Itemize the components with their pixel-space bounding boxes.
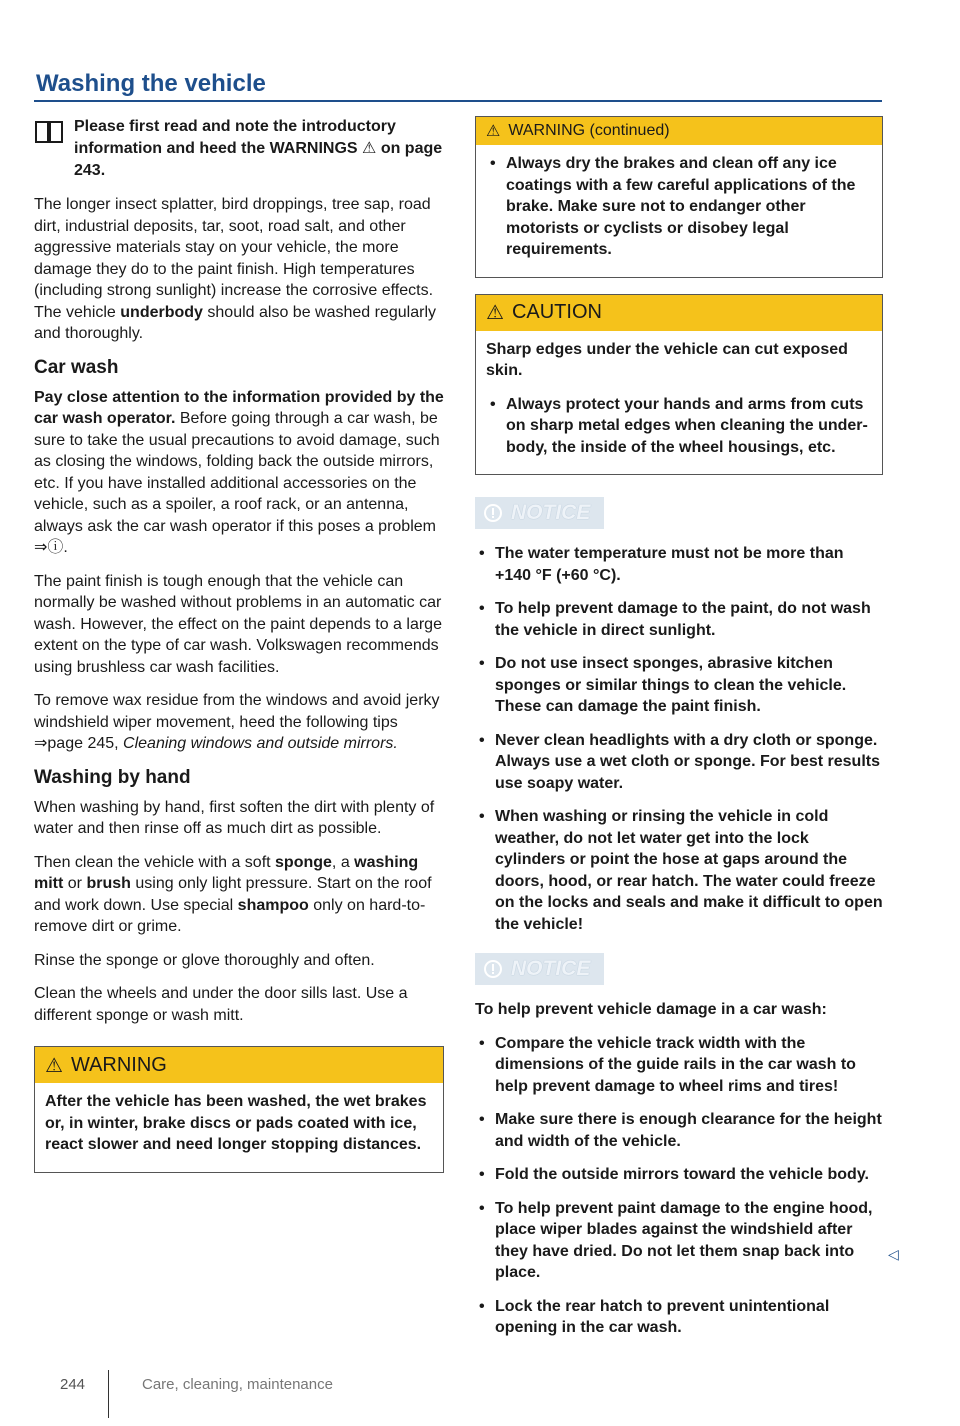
by-hand-brush: brush	[86, 875, 131, 892]
end-of-section-icon: ◁	[888, 1246, 899, 1262]
intro-note	[34, 116, 444, 182]
footer-divider	[108, 1370, 109, 1418]
car-wash-p2: The paint finish is tough enough that the vehicle can normally be washed without problems in an automatic car wash. However, the effect on the paint depends to a large extent on the type of car wash. Volkswagen recommends using brushless car wash facilities.	[34, 572, 442, 676]
warning-triangle-icon: ⚠	[486, 123, 501, 140]
list-item: • When washing or rinsing the vehicle in cold weather, do not let water get into the lock cylinders or point the hose at gaps around the doors, hood, or rear hatch. The water could freeze on the locks and seals and make it difficult to open the vehicle!	[475, 806, 883, 935]
book-icon	[34, 120, 64, 144]
footer-section: Care, cleaning, maintenance	[142, 1376, 333, 1393]
page-number: 244	[60, 1376, 86, 1393]
car-wash-p3-text: To remove wax residue from the windows and avoid jerky windshield wiper movement, heed the following tips ⇒page 245,	[34, 692, 440, 752]
notice-label: NOTICE	[511, 957, 591, 980]
notice-badge	[475, 497, 604, 529]
by-hand-p2-a: Then clean the vehicle with a soft	[34, 853, 271, 871]
notice2-list	[475, 1033, 883, 1339]
by-hand-p4: Clean the wheels and under the door sills last. Use a different sponge or wash mitt.	[34, 985, 408, 1024]
warning-text: After the vehicle has been washed, the wet brakes or, in winter, brake discs or pads coated with ice, react slower and need longer stopping distances.	[45, 1093, 427, 1153]
car-wash-p1	[34, 387, 444, 559]
list-item: • Do not use insect sponges, abrasive kitchen sponges or similar things to clean the vehicle. These can damage the paint finish.	[475, 653, 883, 718]
by-hand-p2-f: only on hard-to-remove dirt or grime.	[34, 896, 426, 935]
intro-paragraph-text: The longer insect splatter, bird droppings, tree sap, road dirt, industrial deposits, tar, soot, road salt, and other aggressive materials stay on your vehicle, the more damage they do to the paint finish. High temperatures (including strong sunlight) increase the corrosive effects. The vehicle	[34, 196, 434, 321]
notice-icon	[483, 959, 503, 979]
notice-label: NOTICE	[511, 501, 591, 524]
list-item: • Make sure there is enough clearance for the height and width of the vehicle.	[475, 1109, 883, 1152]
notice1-list	[475, 543, 883, 935]
warning-body	[35, 1083, 443, 1172]
list-item: • The water temperature must not be more than +140 °F (+60 °C).	[475, 543, 883, 586]
car-wash-p3-link[interactable]: Cleaning windows and outside mirrors.	[123, 735, 398, 752]
list-item: • Never clean headlights with a dry cloth or sponge. Always use a wet cloth or sponge. For best results use soapy water.	[475, 730, 883, 795]
by-hand-p1: When washing by hand, first soften the dirt with plenty of water and then rinse off as much dirt as possible.	[34, 798, 435, 837]
warning-box	[34, 1046, 444, 1173]
intro-text: Please first read and note the introductory information and heed the WARNINGS	[74, 118, 396, 157]
list-item: • Lock the rear hatch to prevent unintentional opening in the car wash.	[475, 1296, 883, 1339]
notice-icon	[483, 503, 503, 523]
notice2-lead: To help prevent vehicle damage in a car wash:	[475, 1001, 827, 1018]
by-hand-p2-c: , a	[331, 853, 350, 871]
warning-triangle-icon: ⚠	[486, 302, 504, 324]
intro-paragraph-bold: underbody	[120, 303, 203, 321]
by-hand-mitt: washing mitt	[34, 853, 419, 892]
car-wash-p1-rest: Before going through a car wash, be sure to take the usual precautions to avoid damage, such as closing the windows, folding back the outside mirrors, etc. If you have installed additional accessories on the vehicle, such as a spoiler, a roof rack, or an antenna, always ask the car wash operator if this poses a problem ⇒ⓘ.	[34, 410, 440, 556]
title-rule	[34, 100, 882, 102]
warning-continued-title: WARNING (continued)	[508, 122, 670, 139]
intro-paragraph	[34, 194, 444, 345]
list-item: • Always dry the brakes and clean off any ice coatings with a few careful applications of the brake. Make sure not to endanger other motorists or cyclists or disobey legal requirements.	[486, 153, 872, 261]
by-hand-p2-d: or	[67, 875, 83, 892]
caution-title: CAUTION	[511, 301, 602, 323]
list-item: • Fold the outside mirrors toward the vehicle body.	[475, 1164, 883, 1186]
warning-continued-box	[475, 116, 883, 278]
car-wash-p3	[34, 690, 444, 755]
car-wash-p1-bold: Pay close attention to the information provided by the car wash operator.	[34, 388, 444, 427]
by-hand-sponge: sponge	[275, 853, 332, 871]
page-title: Washing the vehicle	[36, 70, 266, 97]
list-item: • Compare the vehicle track width with the dimensions of the guide rails in the car wash to help prevent damage to wheel rims and tires!	[475, 1033, 883, 1098]
list-item: • Always protect your hands and arms from cuts on sharp metal edges when cleaning the under-body, the inside of the wheel housings, etc.	[486, 394, 872, 459]
list-item: • To help prevent damage to the paint, do not wash the vehicle in direct sunlight.	[475, 598, 883, 641]
caution-box	[475, 294, 883, 476]
warning-continued-header	[476, 117, 882, 145]
by-hand-p3: Rinse the sponge or glove thoroughly and often.	[34, 951, 375, 969]
by-hand-p2-e: using only light pressure. Start on the roof and work down. Use special	[34, 875, 432, 914]
caution-body	[476, 331, 882, 475]
by-hand-heading: Washing by hand	[34, 766, 191, 788]
intro-paragraph-end: should also be washed regularly and thoroughly.	[34, 303, 436, 342]
warning-triangle-icon: ⚠	[362, 140, 377, 157]
by-hand-p2	[34, 852, 444, 938]
caution-header	[476, 295, 882, 331]
warning-title: WARNING	[70, 1053, 167, 1076]
car-wash-heading: Car wash	[34, 356, 119, 378]
right-column	[475, 116, 883, 1351]
warning-triangle-icon: ⚠	[45, 1054, 63, 1077]
left-column	[34, 116, 444, 1189]
caution-text: Sharp edges under the vehicle can cut exposed skin.	[486, 340, 848, 379]
warning-continued-body	[476, 145, 882, 277]
notice-badge	[475, 953, 604, 985]
intro-page-ref[interactable]: on page 243.	[74, 140, 443, 179]
list-item: • To help prevent paint damage to the engine hood, place wiper blades against the windshield after they have dried. Do not let them snap back into place.	[475, 1198, 883, 1284]
by-hand-shampoo: shampoo	[237, 896, 309, 914]
warning-header	[35, 1047, 443, 1083]
